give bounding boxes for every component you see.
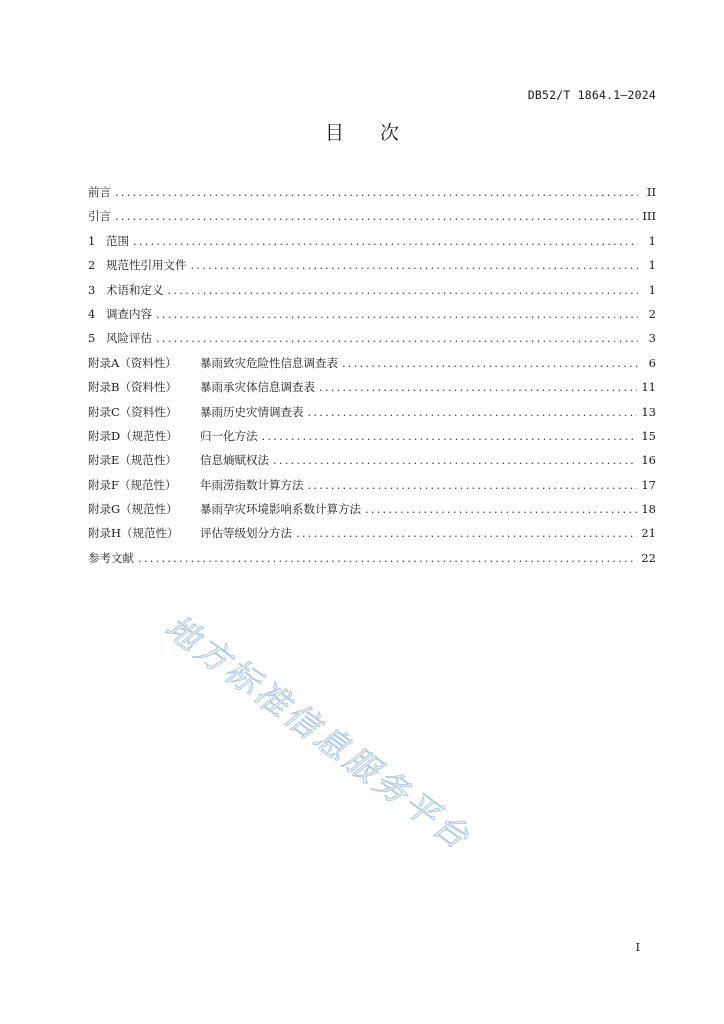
toc-entry-text: 暴雨孕灾环境影响系数计算方法	[200, 502, 361, 517]
toc-leader-dots	[365, 498, 637, 520]
toc-entry[interactable]	[88, 181, 656, 205]
toc-entry-label	[88, 230, 129, 252]
toc-entry-text: 调查内容	[106, 306, 152, 321]
toc-leader-dots	[156, 327, 638, 349]
toc-entry-label	[88, 401, 304, 423]
toc-appendix-prefix: 附录F（规范性）	[88, 477, 177, 492]
toc-appendix-prefix: 附录A（资料性）	[88, 355, 177, 370]
toc-entry-number: 1	[88, 233, 96, 248]
toc-entry-text: 暴雨致灾危险性信息调查表	[200, 355, 338, 370]
toc-entry-label	[88, 449, 269, 471]
toc-page-number: 1	[648, 282, 656, 297]
toc-entry[interactable]	[88, 327, 656, 351]
toc-entry-text: 规范性引用文件	[106, 258, 187, 273]
toc-leader-dots	[296, 522, 637, 544]
toc-entry-number: 3	[88, 282, 96, 297]
toc-entry-text: 归一化方法	[200, 428, 258, 443]
toc-page-number: 1	[648, 233, 656, 248]
page-number: I	[635, 940, 640, 954]
toc-entry-label	[88, 205, 111, 227]
toc-entry-label	[88, 327, 152, 349]
toc-appendix-prefix: 附录D（规范性）	[88, 428, 178, 443]
watermark: 地方标准信息服务平台	[158, 606, 479, 859]
toc-page-number: 22	[641, 550, 656, 565]
toc-appendix-prefix: 附录H（规范性）	[88, 526, 179, 541]
toc-entry-text: 风险评估	[106, 331, 152, 346]
toc-entry[interactable]	[88, 352, 656, 376]
toc-entry-text: 范围	[106, 233, 129, 248]
toc-leader-dots	[342, 352, 638, 374]
toc-leader-dots	[262, 425, 638, 447]
toc-entry-label	[88, 303, 152, 325]
toc-appendix-prefix: 附录G（规范性）	[88, 502, 178, 517]
toc-entry-label	[88, 352, 338, 374]
toc-page-number: III	[642, 209, 656, 224]
toc-entry-label	[88, 547, 134, 569]
toc-page-number: 6	[648, 355, 656, 370]
toc-leader-dots	[308, 474, 638, 496]
toc-appendix-prefix: 附录C（资料性）	[88, 404, 178, 419]
toc-entry-number: 5	[88, 331, 96, 346]
toc-leader-dots	[115, 205, 638, 227]
toc-entry-label	[88, 376, 315, 398]
toc-entry-text: 暴雨承灾体信息调查表	[200, 380, 315, 395]
toc-page-number: 17	[641, 477, 656, 492]
toc-leader-dots	[308, 401, 638, 423]
toc-page-number: 13	[641, 404, 656, 419]
toc-entry-text: 信息熵赋权法	[200, 453, 269, 468]
toc-leader-dots	[156, 303, 638, 325]
toc-page-number: 11	[641, 380, 656, 395]
document-code: DB52/T 1864.1—2024	[527, 88, 656, 102]
toc-entry[interactable]	[88, 376, 656, 400]
toc-entry-number: 2	[88, 258, 96, 273]
toc-page-number: 21	[641, 526, 656, 541]
toc-entry[interactable]	[88, 401, 656, 425]
toc-page-number: 18	[641, 502, 656, 517]
toc-entry-label	[88, 279, 164, 301]
toc-entry[interactable]	[88, 522, 656, 546]
toc-appendix-prefix: 附录E（规范性）	[88, 453, 177, 468]
toc-page-number: 15	[641, 428, 656, 443]
toc-entry[interactable]	[88, 498, 656, 522]
toc-page-number: 3	[648, 331, 656, 346]
toc-entry-text: 前言	[88, 185, 111, 199]
toc-leader-dots	[138, 547, 637, 569]
toc-entry-text: 暴雨历史灾情调查表	[200, 404, 304, 419]
toc-appendix-prefix: 附录B（资料性）	[88, 380, 177, 395]
toc-entry[interactable]	[88, 425, 656, 449]
toc-entry[interactable]	[88, 279, 656, 303]
toc-leader-dots	[168, 279, 639, 301]
toc-entry-text: 参考文献	[88, 550, 134, 565]
toc-page-number: 2	[648, 306, 656, 321]
toc-entry-text: 术语和定义	[106, 282, 164, 297]
toc-entry[interactable]	[88, 205, 656, 229]
toc-entry-label	[88, 522, 292, 544]
toc-leader-dots	[133, 230, 638, 252]
toc-entry-label	[88, 254, 187, 276]
toc-entry[interactable]	[88, 474, 656, 498]
toc-entry[interactable]	[88, 547, 656, 571]
toc-entry-label	[88, 181, 111, 203]
toc-entry[interactable]	[88, 230, 656, 254]
toc-entry-text: 年雨涝指数计算方法	[200, 477, 304, 492]
toc-entry-number: 4	[88, 306, 96, 321]
toc-entry-text: 引言	[88, 209, 111, 224]
toc-entry-label	[88, 498, 361, 520]
toc-page-number: II	[646, 185, 656, 199]
toc-entry-label	[88, 425, 258, 447]
toc-entry[interactable]	[88, 449, 656, 473]
toc-entry[interactable]	[88, 303, 656, 327]
table-of-contents	[88, 181, 656, 571]
toc-leader-dots	[273, 449, 637, 471]
toc-entry-label	[88, 474, 304, 496]
toc-leader-dots	[115, 181, 638, 203]
toc-leader-dots	[319, 376, 637, 398]
toc-page-number: 1	[648, 258, 656, 273]
toc-leader-dots	[191, 254, 639, 276]
toc-entry-text: 评估等级划分方法	[200, 526, 292, 541]
toc-page-number: 16	[641, 453, 656, 468]
toc-title: 目次	[324, 122, 435, 144]
toc-entry[interactable]	[88, 254, 656, 278]
